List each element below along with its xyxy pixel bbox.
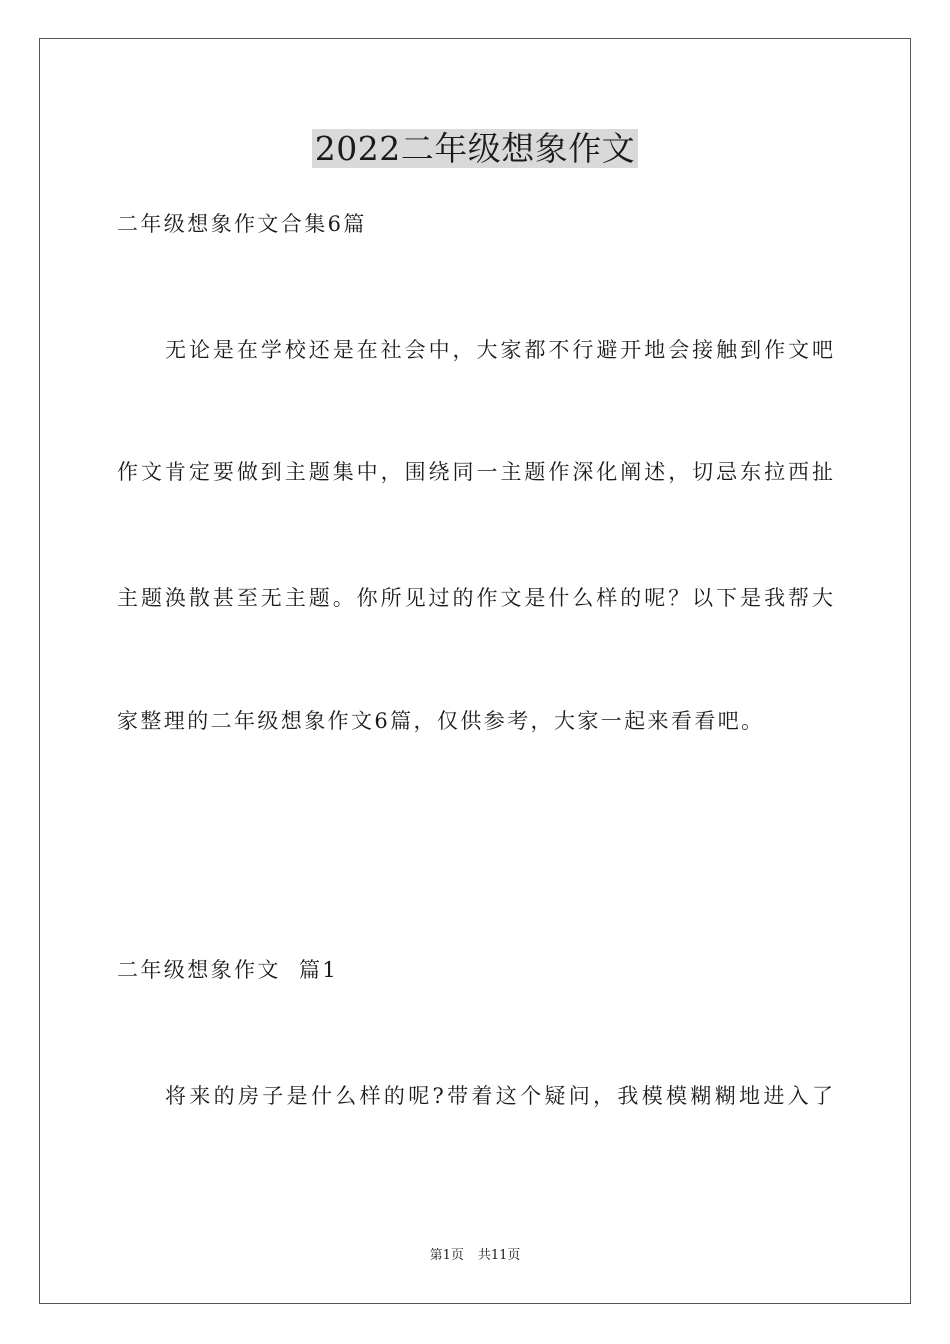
document-subtitle: 二年级想象作文合集6篇 (117, 212, 367, 236)
intro-line: 主题涣散甚至无主题。你所见过的作文是什么样的呢？以下是我帮大 (117, 586, 833, 610)
intro-line: 作文肯定要做到主题集中，围绕同一主题作深化阐述，切忌东拉西扯 (117, 460, 833, 484)
section-line: 将来的房子是什么样的呢?带着这个疑问，我模模糊糊地进入了 (165, 1084, 833, 1108)
section-heading: 二年级想象作文 篇1 (117, 958, 339, 982)
page-number: 第1页 (429, 1248, 464, 1263)
page-total: 共11页 (477, 1248, 521, 1263)
document-title (0, 126, 950, 172)
document-title-text: 2022二年级想象作文 (312, 129, 638, 168)
intro-line: 无论是在学校还是在社会中，大家都不行避开地会接触到作文吧 (165, 338, 833, 362)
page-footer (0, 1247, 950, 1265)
intro-line: 家整理的二年级想象作文6篇，仅供参考，大家一起来看看吧。 (117, 709, 765, 733)
